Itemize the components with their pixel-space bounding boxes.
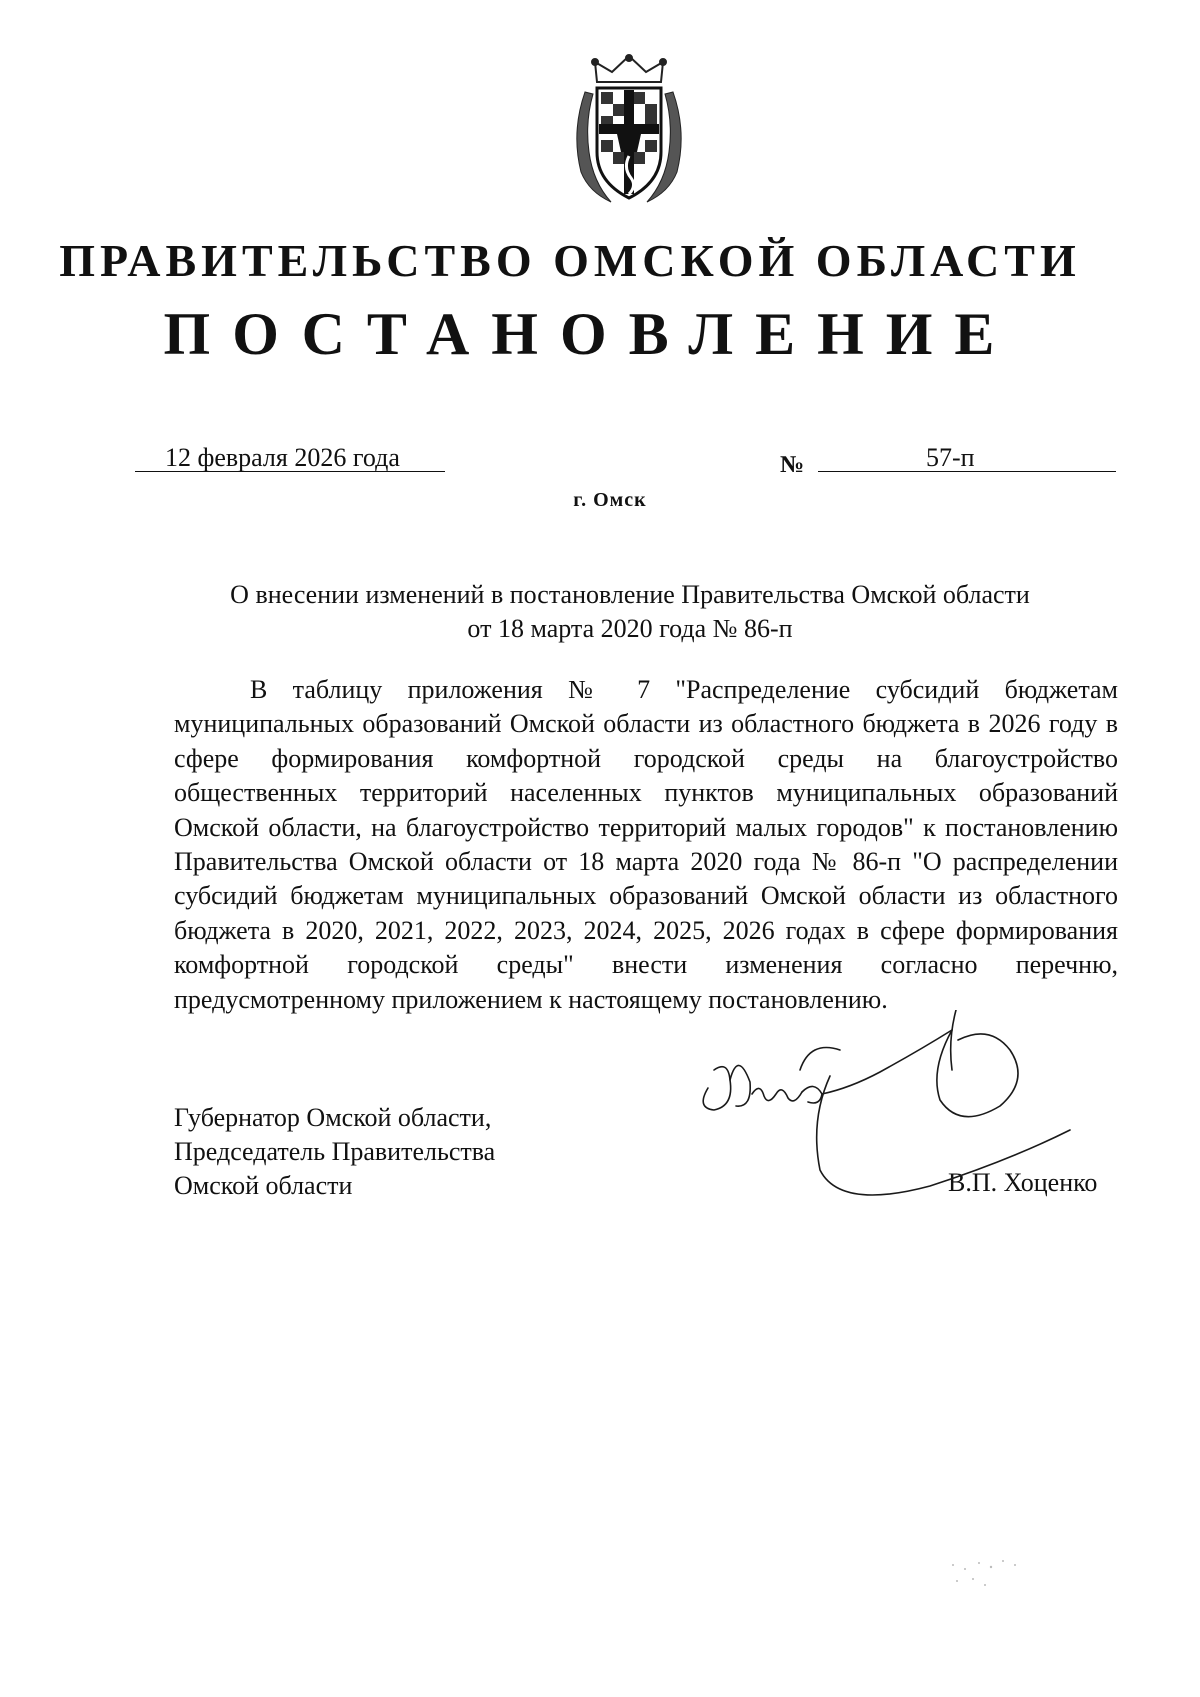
city-label: г. Омск [573, 489, 647, 511]
document-type-title: ПОСТАНОВЛЕНИЕ [163, 301, 1017, 367]
handwritten-signature-icon [690, 1010, 1110, 1250]
signatory-name: В.П. Хоценко [948, 1168, 1098, 1197]
position-line-1: Губернатор Омской области, [174, 1103, 492, 1132]
document-number: 57-п [926, 443, 975, 472]
number-field [818, 443, 1116, 472]
subject-line-1: О внесении изменений в постановление Правительства Омской области [230, 580, 1030, 609]
date-field [135, 443, 445, 472]
scan-noise-icon [945, 1555, 1035, 1595]
government-title: ПРАВИТЕЛЬСТВО ОМСКОЙ ОБЛАСТИ [59, 235, 1081, 286]
body-paragraph: В таблицу приложения № 7 "Распределение субсидий бюджетам муниципальных образований Омской области из областного бюджета в 2026 году в сфере формирования комфортной городской среды на благоустройство общественных территорий населенных пунктов муниципальных образований Омской области, на благоустройство территорий малых городов" к постановлению Правительства Омской области от 18 марта 2020 года № 86-п "О распределении субсидий бюджетам муниципальных образований Омской области из областного бюджета в 2020, 2021, 2022, 2023, 2024, 2025, 2026 годах в сфере формирования комфортной городской среды" внести изменения согласно перечню, предусмотренному приложением к настоящему постановлению. [174, 675, 1118, 1014]
document-date: 12 февраля 2026 года [165, 443, 400, 472]
position-line-2: Председатель Правительства [174, 1137, 496, 1166]
subject-line-2: от 18 марта 2020 года № 86-п [467, 614, 793, 643]
coat-of-arms-icon [567, 52, 691, 206]
number-sign: № [780, 452, 805, 478]
document-subject [150, 578, 1110, 646]
signatory-position [174, 1101, 495, 1203]
position-line-3: Омской области [174, 1171, 353, 1200]
